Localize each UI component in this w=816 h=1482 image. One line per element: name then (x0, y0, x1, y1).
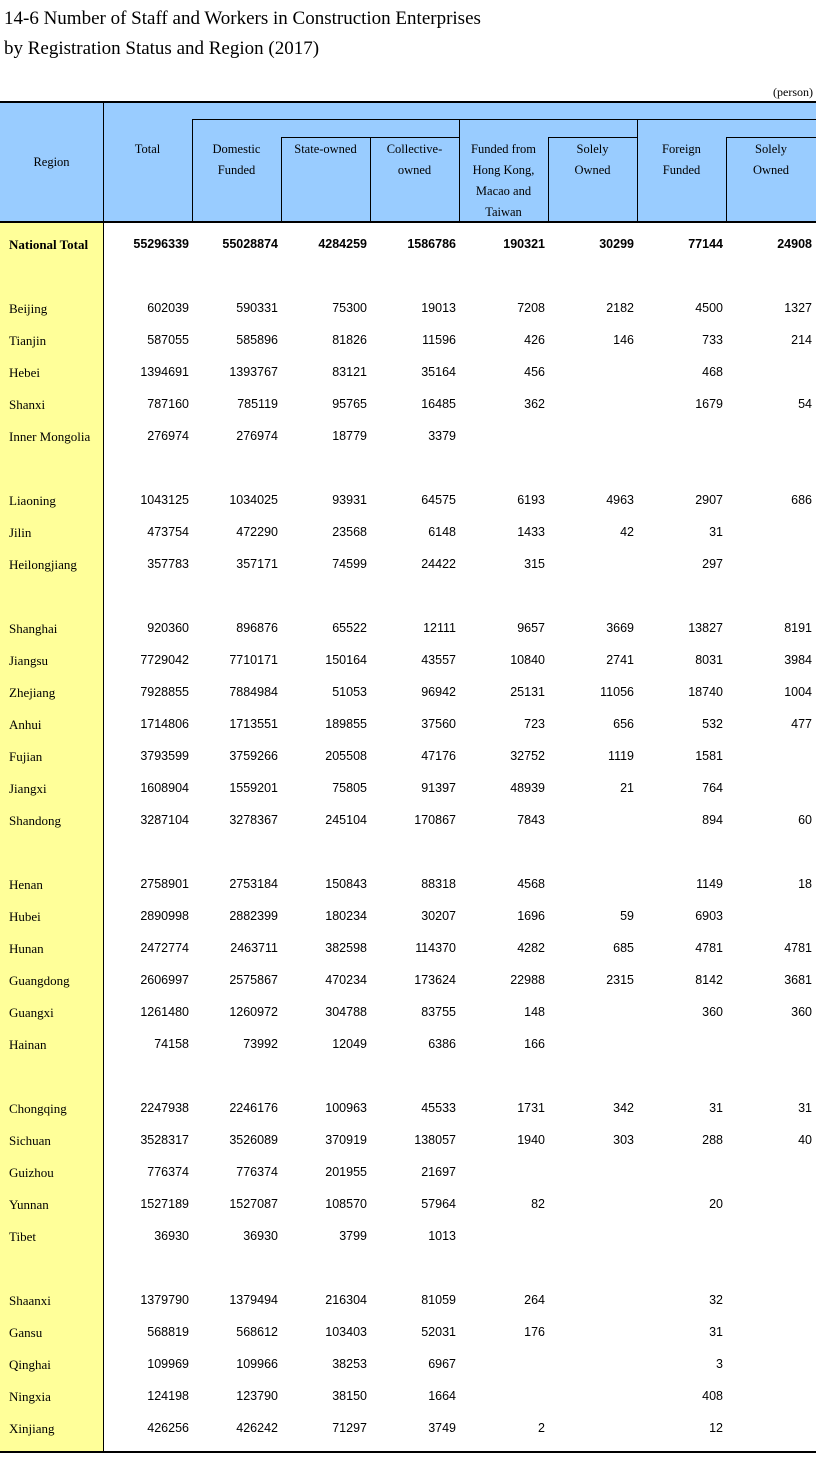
cell-value: 3528317 (140, 1133, 189, 1147)
cell-value: 342 (613, 1101, 634, 1115)
cell-value: 276974 (147, 429, 189, 443)
cell-value: 477 (791, 717, 812, 731)
cell-value: 245104 (325, 813, 367, 827)
cell-value: 1034025 (229, 493, 278, 507)
cell-value: 216304 (325, 1293, 367, 1307)
cell-value: 1608904 (140, 781, 189, 795)
cell-value: 8191 (784, 621, 812, 635)
cell-value: 264 (524, 1293, 545, 1307)
cell-value: 1393767 (229, 365, 278, 379)
cell-value: 733 (702, 333, 723, 347)
region-name: Qinghai (9, 1357, 51, 1372)
cell-value: 83121 (332, 365, 367, 379)
cell-value: 173624 (414, 973, 456, 987)
table-row (0, 485, 816, 517)
table-row (0, 389, 816, 421)
cell-value: 7928855 (140, 685, 189, 699)
cell-value: 2575867 (229, 973, 278, 987)
region-name: Heilongjiang (9, 557, 77, 572)
region-name: Beijing (9, 301, 48, 316)
region-name: Tianjin (9, 333, 47, 348)
unit-label: (person) (773, 85, 813, 99)
cell-value: 7710171 (229, 653, 278, 667)
cell-value: 1433 (517, 525, 545, 539)
cell-value: 776374 (147, 1165, 189, 1179)
cell-value: 1379494 (229, 1293, 278, 1307)
header-state-owned: State-owned (294, 142, 357, 156)
cell-value: 16485 (421, 397, 456, 411)
cell-value: 166 (524, 1037, 545, 1051)
cell-value: 1559201 (229, 781, 278, 795)
table-row (0, 1093, 816, 1125)
cell-value: 2246176 (229, 1101, 278, 1115)
cell-value: 6386 (428, 1037, 456, 1051)
cell-value: 71297 (332, 1421, 367, 1435)
cell-value: 3278367 (229, 813, 278, 827)
cell-value: 205508 (325, 749, 367, 763)
cell-value: 190321 (503, 237, 545, 251)
cell-value: 47176 (421, 749, 456, 763)
cell-value: 88318 (421, 877, 456, 891)
cell-value: 3799 (339, 1229, 367, 1243)
cell-value: 3 (716, 1357, 723, 1371)
table-title-line2: by Registration Status and Region (2017) (4, 38, 320, 59)
cell-value: 585896 (236, 333, 278, 347)
region-name: Jiangxi (9, 781, 47, 796)
cell-value: 180234 (325, 909, 367, 923)
cell-value: 2741 (606, 653, 634, 667)
cell-value: 32752 (510, 749, 545, 763)
cell-value: 6193 (517, 493, 545, 507)
cell-value: 1714806 (140, 717, 189, 731)
cell-value: 45533 (421, 1101, 456, 1115)
cell-value: 1327 (784, 301, 812, 315)
cell-value: 48939 (510, 781, 545, 795)
cell-value: 21697 (421, 1165, 456, 1179)
region-name: Shaanxi (9, 1293, 51, 1308)
cell-value: 4781 (695, 941, 723, 955)
cell-value: 31 (709, 1101, 723, 1115)
cell-value: 4284259 (318, 237, 367, 251)
cell-value: 360 (791, 1005, 812, 1019)
cell-value: 587055 (147, 333, 189, 347)
cell-value: 590331 (236, 301, 278, 315)
cell-value: 2882399 (229, 909, 278, 923)
cell-value: 426256 (147, 1421, 189, 1435)
table-row (0, 965, 816, 997)
table-row (0, 901, 816, 933)
cell-value: 100963 (325, 1101, 367, 1115)
cell-value: 1664 (428, 1389, 456, 1403)
cell-value: 920360 (147, 621, 189, 635)
region-name: Inner Mongolia (9, 429, 91, 444)
cell-value: 25131 (510, 685, 545, 699)
cell-value: 43557 (421, 653, 456, 667)
cell-value: 297 (702, 557, 723, 571)
region-name: Zhejiang (9, 685, 56, 700)
region-name: Hainan (9, 1037, 47, 1052)
cell-value: 214 (791, 333, 812, 347)
cell-value: 764 (702, 781, 723, 795)
cell-value: 150843 (325, 877, 367, 891)
region-name: Ningxia (9, 1389, 51, 1404)
cell-value: 456 (524, 365, 545, 379)
table-row (0, 1381, 816, 1413)
cell-value: 59 (620, 909, 634, 923)
cell-value: 656 (613, 717, 634, 731)
cell-value: 73992 (243, 1037, 278, 1051)
cell-value: 12 (709, 1421, 723, 1435)
cell-value: 4282 (517, 941, 545, 955)
cell-value: 57964 (421, 1197, 456, 1211)
cell-value: 32 (709, 1293, 723, 1307)
table-row (0, 613, 816, 645)
cell-value: 31 (798, 1101, 812, 1115)
cell-value: 64575 (421, 493, 456, 507)
cell-value: 1581 (695, 749, 723, 763)
cell-value: 83755 (421, 1005, 456, 1019)
cell-value: 473754 (147, 525, 189, 539)
cell-value: 1527189 (140, 1197, 189, 1211)
cell-value: 1119 (608, 749, 634, 763)
cell-value: 3749 (428, 1421, 456, 1435)
cell-value: 11596 (422, 333, 456, 347)
cell-value: 108570 (325, 1197, 367, 1211)
cell-value: 65522 (332, 621, 367, 635)
table-row (0, 421, 816, 453)
table-row (0, 357, 816, 389)
cell-value: 91397 (421, 781, 456, 795)
cell-value: 31 (709, 1325, 723, 1339)
region-name: Shandong (9, 813, 61, 828)
cell-value: 2606997 (140, 973, 189, 987)
cell-value: 18779 (332, 429, 367, 443)
region-name: Guangdong (9, 973, 70, 988)
cell-value: 75300 (332, 301, 367, 315)
region-name: Shanxi (9, 397, 46, 412)
cell-value: 1149 (696, 877, 723, 891)
cell-value: 357171 (236, 557, 278, 571)
cell-value: 103403 (325, 1325, 367, 1339)
cell-value: 6967 (428, 1357, 456, 1371)
cell-value: 4500 (695, 301, 723, 315)
cell-value: 19013 (421, 301, 456, 315)
cell-value: 2182 (606, 301, 634, 315)
cell-value: 170867 (414, 813, 456, 827)
cell-value: 54 (798, 397, 812, 411)
cell-value: 1379790 (140, 1293, 189, 1307)
table-row (0, 805, 816, 837)
cell-value: 81826 (332, 333, 367, 347)
cell-value: 21 (620, 781, 634, 795)
cell-value: 1696 (517, 909, 545, 923)
cell-value: 60 (798, 813, 812, 827)
cell-value: 532 (702, 717, 723, 731)
table-row (0, 1413, 816, 1445)
cell-value: 357783 (147, 557, 189, 571)
cell-value: 686 (791, 493, 812, 507)
cell-value: 24908 (777, 237, 812, 251)
cell-value: 426 (524, 333, 545, 347)
table-row (0, 325, 816, 357)
cell-value: 472290 (236, 525, 278, 539)
cell-value: 9657 (517, 621, 545, 635)
region-name: Hubei (9, 909, 41, 924)
cell-value: 2890998 (140, 909, 189, 923)
table-row (0, 549, 816, 581)
cell-value: 3379 (428, 429, 456, 443)
cell-value: 685 (613, 941, 634, 955)
cell-value: 1586786 (407, 237, 456, 251)
cell-value: 201955 (325, 1165, 367, 1179)
table-row (0, 645, 816, 677)
cell-value: 138057 (414, 1133, 456, 1147)
cell-value: 315 (524, 557, 545, 571)
cell-value: 7884984 (229, 685, 278, 699)
cell-value: 24422 (421, 557, 456, 571)
cell-value: 7729042 (140, 653, 189, 667)
cell-value: 894 (702, 813, 723, 827)
region-name: Hunan (9, 941, 44, 956)
cell-value: 74599 (332, 557, 367, 571)
cell-value: 6148 (428, 525, 456, 539)
cell-value: 77144 (688, 237, 723, 251)
cell-value: 42 (620, 525, 634, 539)
table-row (0, 1285, 816, 1317)
header-region: Region (33, 155, 70, 169)
cell-value: 303 (613, 1133, 634, 1147)
region-name: Sichuan (9, 1133, 51, 1148)
cell-value: 1394691 (140, 365, 189, 379)
header-foreign-funded: Foreign Funded (662, 142, 701, 177)
cell-value: 408 (702, 1389, 723, 1403)
cell-value: 114370 (415, 941, 456, 955)
cell-value: 2758901 (140, 877, 189, 891)
cell-value: 3759266 (229, 749, 278, 763)
cell-value: 2472774 (140, 941, 189, 955)
cell-value: 146 (613, 333, 634, 347)
cell-value: 12049 (332, 1037, 367, 1051)
cell-value: 4963 (606, 493, 634, 507)
table-row (0, 997, 816, 1029)
cell-value: 1713551 (229, 717, 278, 731)
cell-value: 75805 (332, 781, 367, 795)
cell-value: 31 (709, 525, 723, 539)
cell-value: 1261480 (140, 1005, 189, 1019)
cell-value: 602039 (147, 301, 189, 315)
table-title-line1: 14-6 Number of Staff and Workers in Construction Enterprises (4, 8, 481, 29)
region-name: Guizhou (9, 1165, 54, 1180)
cell-value: 2463711 (230, 941, 278, 955)
cell-value: 93931 (332, 493, 367, 507)
cell-value: 189855 (325, 717, 367, 731)
cell-value: 362 (524, 397, 545, 411)
table-row-national-total (0, 229, 816, 261)
table-row (0, 677, 816, 709)
table-header (0, 103, 816, 223)
cell-value: 1260972 (229, 1005, 278, 1019)
cell-value: 360 (702, 1005, 723, 1019)
cell-value: 1679 (695, 397, 723, 411)
region-name: Yunnan (9, 1197, 49, 1212)
cell-value: 18 (798, 877, 812, 891)
cell-value: 1527087 (229, 1197, 278, 1211)
cell-value: 3526089 (229, 1133, 278, 1147)
cell-value: 7208 (517, 301, 545, 315)
cell-value: 2247938 (140, 1101, 189, 1115)
cell-value: 787160 (147, 397, 189, 411)
cell-value: 30207 (421, 909, 456, 923)
region-name: Gansu (9, 1325, 43, 1340)
region-name: Hebei (9, 365, 41, 380)
cell-value: 1013 (428, 1229, 456, 1243)
table-row (0, 709, 816, 741)
cell-value: 776374 (236, 1165, 278, 1179)
region-name: Shanghai (9, 621, 58, 636)
data-table (0, 101, 816, 1453)
cell-value: 150164 (325, 653, 367, 667)
region-name: Xinjiang (9, 1421, 55, 1436)
cell-value: 13827 (688, 621, 723, 635)
cell-value: 7843 (517, 813, 545, 827)
cell-value: 3681 (784, 973, 812, 987)
cell-value: 176 (524, 1325, 545, 1339)
cell-value: 1004 (784, 685, 812, 699)
header-domestic-funded: Domestic Funded (212, 142, 261, 177)
cell-value: 3669 (606, 621, 634, 635)
region-name: Chongqing (9, 1101, 67, 1116)
cell-value: 38150 (332, 1389, 367, 1403)
cell-value: 40 (798, 1133, 812, 1147)
cell-value: 1731 (517, 1101, 545, 1115)
cell-value: 8142 (695, 973, 723, 987)
cell-value: 2753184 (229, 877, 278, 891)
cell-value: 276974 (236, 429, 278, 443)
cell-value: 4781 (784, 941, 812, 955)
cell-value: 37560 (421, 717, 456, 731)
cell-value: 11056 (600, 685, 634, 699)
table-row (0, 773, 816, 805)
region-name: Guangxi (9, 1005, 54, 1020)
cell-value: 370919 (325, 1133, 367, 1147)
cell-value: 2 (538, 1421, 545, 1435)
cell-value: 568819 (147, 1325, 189, 1339)
cell-value: 18740 (688, 685, 723, 699)
region-name: Tibet (9, 1229, 36, 1244)
table-row (0, 933, 816, 965)
cell-value: 568612 (236, 1325, 278, 1339)
cell-value: 468 (702, 365, 723, 379)
cell-value: 3984 (784, 653, 812, 667)
cell-value: 288 (702, 1133, 723, 1147)
region-name: Liaoning (9, 493, 56, 508)
cell-value: 55296339 (133, 237, 189, 251)
cell-value: 36930 (243, 1229, 278, 1243)
cell-value: 896876 (236, 621, 278, 635)
cell-value: 30299 (599, 237, 634, 251)
cell-value: 426242 (236, 1421, 278, 1435)
cell-value: 96942 (421, 685, 456, 699)
table-row (0, 1349, 816, 1381)
cell-value: 1940 (517, 1133, 545, 1147)
cell-value: 109966 (236, 1357, 278, 1371)
cell-value: 1043125 (140, 493, 189, 507)
region-name: Jiangsu (9, 653, 48, 668)
cell-value: 36930 (154, 1229, 189, 1243)
cell-value: 35164 (421, 365, 456, 379)
region-name: Fujian (9, 749, 43, 764)
cell-value: 82 (531, 1197, 545, 1211)
cell-value: 74158 (154, 1037, 189, 1051)
cell-value: 382598 (325, 941, 367, 955)
table-row (0, 1125, 816, 1157)
table-row (0, 869, 816, 901)
cell-value: 4568 (517, 877, 545, 891)
cell-value: 51053 (332, 685, 367, 699)
table-title (4, 4, 481, 64)
cell-value: 6903 (695, 909, 723, 923)
cell-value: 2907 (695, 493, 723, 507)
table-row (0, 1029, 816, 1061)
header-funded-hk-macao-taiwan: Funded from Hong Kong, Macao and Taiwan (471, 142, 536, 219)
cell-value: 10840 (510, 653, 545, 667)
region-name: Henan (9, 877, 43, 892)
header-solely-owned-foreign: Solely Owned (752, 142, 790, 177)
cell-value: 2315 (606, 973, 634, 987)
cell-value: 470234 (325, 973, 367, 987)
cell-value: 3793599 (140, 749, 189, 763)
cell-value: 95765 (332, 397, 367, 411)
cell-value: 148 (524, 1005, 545, 1019)
cell-value: 123790 (236, 1389, 278, 1403)
region-name: Anhui (9, 717, 42, 732)
cell-value: 81059 (421, 1293, 456, 1307)
cell-value: 52031 (421, 1325, 456, 1339)
cell-value: 38253 (332, 1357, 367, 1371)
table-row (0, 1221, 816, 1253)
header-solely-owned-hkmt: Solely Owned (574, 142, 611, 177)
header-total: Total (134, 142, 161, 156)
cell-value: 785119 (237, 397, 278, 411)
table-row (0, 741, 816, 773)
table-row (0, 1189, 816, 1221)
cell-value: 20 (709, 1197, 723, 1211)
cell-value: 23568 (332, 525, 367, 539)
cell-value: 22988 (510, 973, 545, 987)
region-name: National Total (9, 237, 89, 252)
cell-value: 124198 (147, 1389, 189, 1403)
region-name: Jilin (9, 525, 32, 540)
table-row (0, 517, 816, 549)
cell-value: 55028874 (222, 237, 278, 251)
cell-value: 723 (524, 717, 545, 731)
cell-value: 109969 (147, 1357, 189, 1371)
header-collective-owned: Collective- owned (386, 142, 443, 177)
table-row (0, 1157, 816, 1189)
table-row (0, 293, 816, 325)
cell-value: 8031 (695, 653, 723, 667)
cell-value: 3287104 (140, 813, 189, 827)
table-row (0, 1317, 816, 1349)
cell-value: 304788 (325, 1005, 367, 1019)
cell-value: 12111 (423, 621, 456, 635)
